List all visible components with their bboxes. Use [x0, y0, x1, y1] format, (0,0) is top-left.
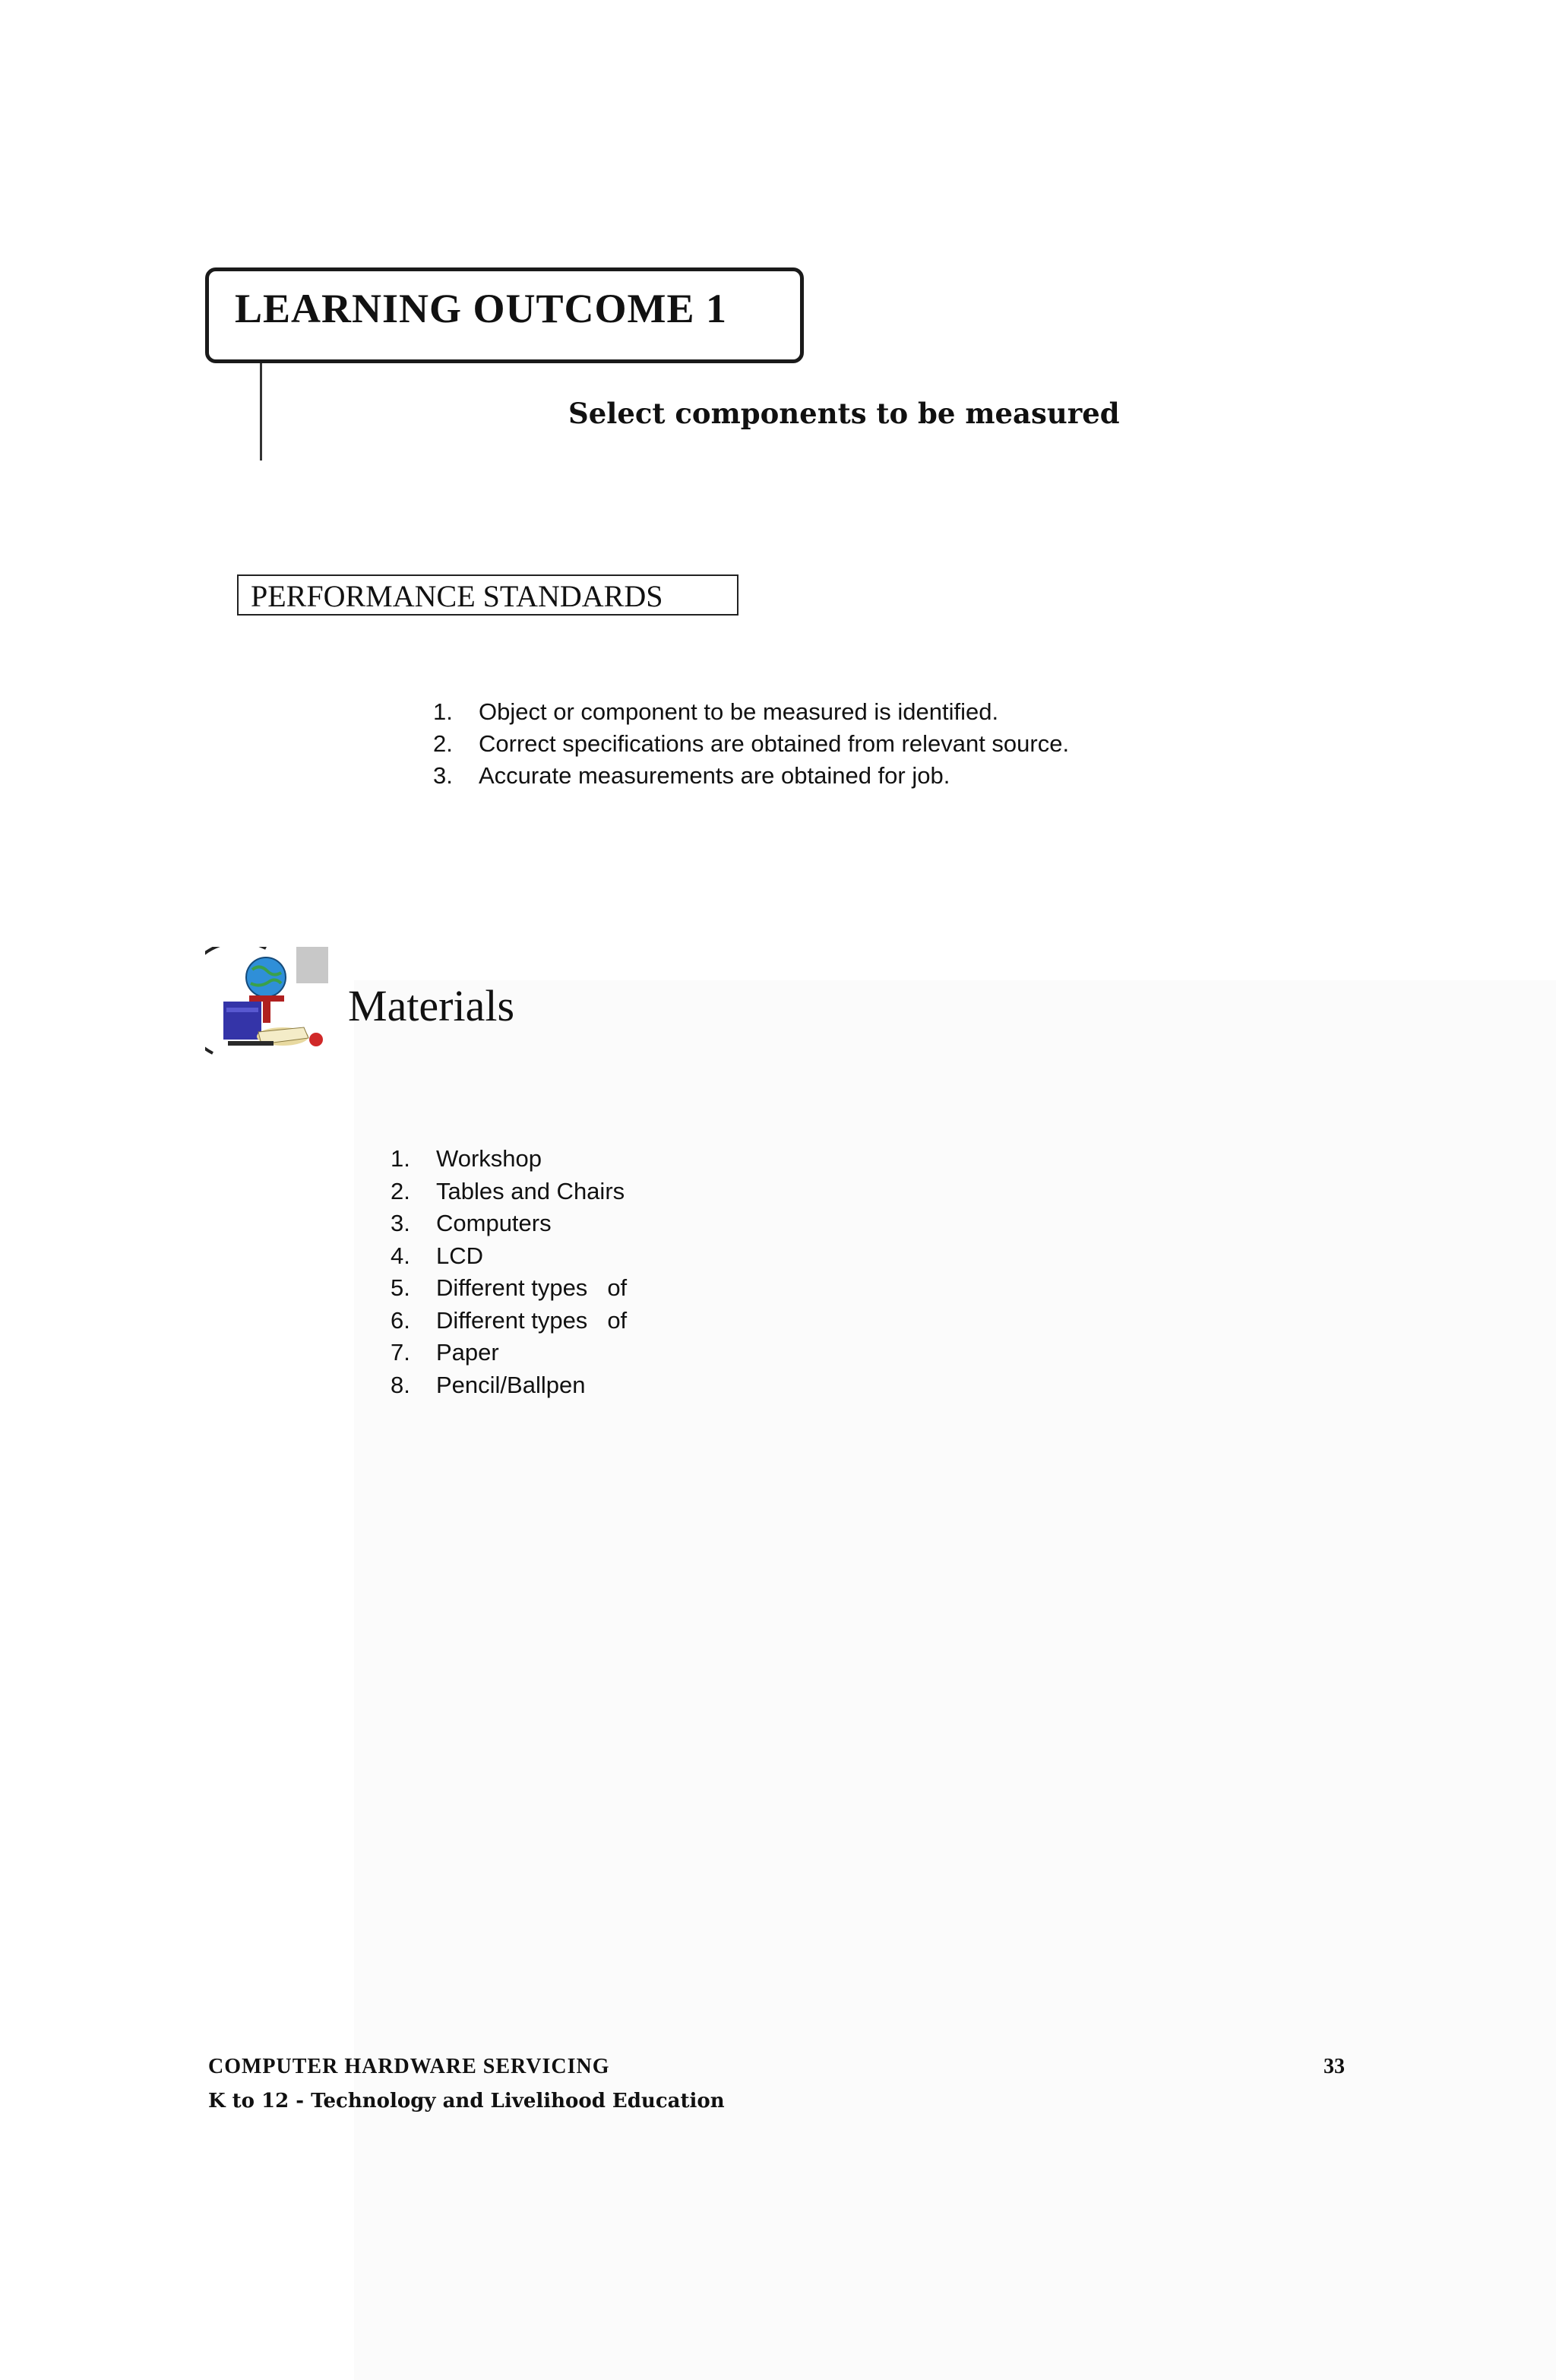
list-text: Computers — [436, 1210, 552, 1236]
list-number: 5. — [391, 1274, 410, 1301]
performance-standards-list — [433, 696, 1069, 792]
list-item — [391, 1207, 627, 1240]
footer-subtitle: K to 12 - Technology and Livelihood Education — [208, 2090, 725, 2113]
list-suffix: of — [607, 1306, 628, 1334]
learning-outcome-title: LEARNING OUTCOME 1 — [235, 286, 728, 331]
list-item — [433, 728, 1069, 760]
list-number: 4. — [391, 1242, 410, 1269]
list-number: 1. — [433, 698, 453, 725]
performance-standards-box — [237, 574, 738, 616]
list-text: Pencil/Ballpen — [436, 1371, 586, 1398]
materials-heading: Materials — [348, 981, 515, 1030]
learning-outcome-box — [205, 267, 804, 363]
list-number: 6. — [391, 1306, 410, 1334]
list-number: 8. — [391, 1371, 410, 1398]
list-number: 3. — [433, 762, 453, 789]
list-item — [391, 1272, 627, 1305]
list-text: Different types — [436, 1306, 588, 1334]
list-item — [433, 760, 1069, 792]
list-text: Accurate measurements are obtained for job. — [479, 762, 950, 789]
list-number: 7. — [391, 1339, 410, 1366]
list-text: Different types — [436, 1274, 588, 1301]
learning-outcome-subtitle: Select components to be measured — [568, 397, 1120, 430]
list-text: Tables and Chairs — [436, 1177, 625, 1204]
list-number: 2. — [433, 730, 453, 757]
list-text: Workshop — [436, 1145, 542, 1172]
list-number: 2. — [391, 1177, 410, 1204]
list-item — [391, 1369, 627, 1402]
list-item — [391, 1305, 627, 1337]
list-item — [391, 1240, 627, 1273]
list-item — [433, 696, 1069, 728]
list-text: Object or component to be measured is identified. — [479, 698, 999, 725]
globe-books-icon — [205, 947, 328, 1061]
list-item — [391, 1143, 627, 1176]
list-number: 1. — [391, 1145, 410, 1172]
list-item — [391, 1176, 627, 1208]
list-number: 3. — [391, 1210, 410, 1236]
page-number: 33 — [1324, 2055, 1345, 2078]
list-text: Paper — [436, 1339, 499, 1366]
list-item — [391, 1337, 627, 1369]
list-text: Correct specifications are obtained from relevant source. — [479, 730, 1070, 757]
footer-title: COMPUTER HARDWARE SERVICING — [208, 2055, 610, 2078]
performance-standards-heading: PERFORMANCE STANDARDS — [251, 579, 663, 613]
list-text: LCD — [436, 1242, 484, 1269]
list-suffix: of — [607, 1274, 628, 1301]
materials-list — [391, 1143, 627, 1401]
outcome-connector-line — [260, 363, 262, 460]
